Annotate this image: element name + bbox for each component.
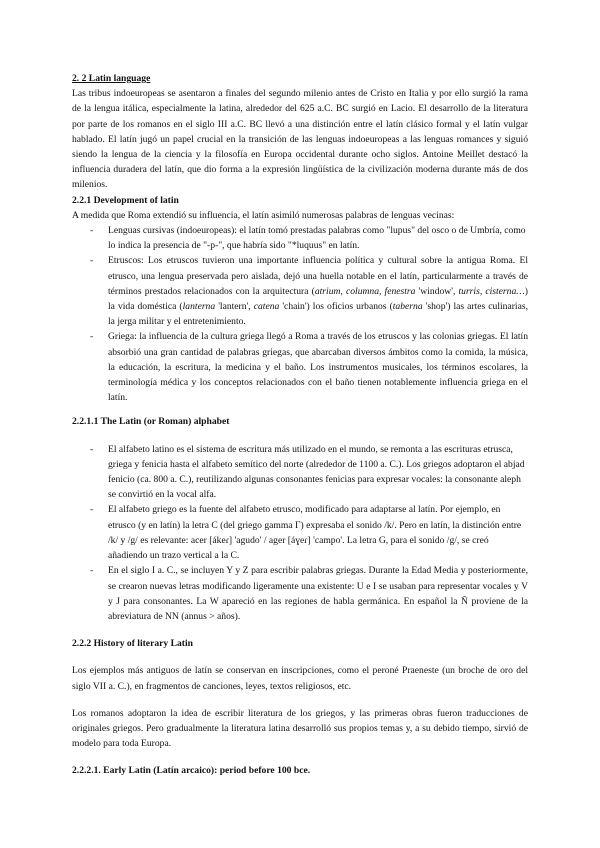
history-paragraph-2: Los romanos adoptaron la idea de escribir literatura de los griegos, y las primeras obras fueron traducciones de originales griegos. Pero gradualmente la literatura latina desarrolló sus propios temas y, a su debido tiempo, sirvió de modelo para toda Europa. [72, 707, 528, 750]
development-list [72, 223, 528, 405]
list-item-alphabet-origin: - El alfabeto latino es el sistema de escritura más utilizado en el mundo, se remonta a las escrituras etrusca, griega y fenicia hasta el alfabeto semítico del norte (alrededor de 1100 a. C.). Los griegos adoptaron el abjad fenicio (ca. 800 a. C.), reutilizando algunas consonantes fenicias para expresar vocales: la consonante aleph se convirtió en la vocal alfa. [90, 443, 525, 501]
term-catena: catena [253, 301, 280, 313]
dash-bullet: - [90, 255, 94, 267]
list-item-etruscos: - Etruscos: Los etruscos tuvieron una importante influencia política y cultural sobre la antigua Roma. El etrusco, una lengua preservada pero aislada, dejó una huella notable en el latín, particularmente a través de términos prestados relacionados con la arquitectura (atrium, columna, fenestra 'window', turris, cisterna…) la vida doméstica (lanterna 'lantern', catena 'chain') los oficios urbanos (taberna 'shop') las artes culinarias, la jerga militar y el entretenimiento. [90, 255, 528, 328]
dash-bullet: - [90, 331, 94, 343]
development-intro: A medida que Roma extendió su influencia, el latín asimiló numerosas palabras de lenguas vecinas: [72, 209, 455, 221]
list-item-alphabet-greek: - El alfabeto griego es la fuente del alfabeto etrusco, modificado para adaptarse al latín. Por ejemplo, en etrusco (y en latín) la letra C (del griego gamma Γ) expresaba el sonido /k/. Pero en latín, la distinción entre /k/ y /g/ es relevante: acer [ákeɾ] 'agudo' / ager [áɣeɾ] 'campo'. La letra G, para el sonido /g/, se creó añadiendo un trazo vertical a la C. [90, 504, 522, 562]
term-columna: columna, fenestra [345, 285, 416, 297]
dash-bullet: - [90, 504, 94, 516]
history-paragraph-1: Los ejemplos más antiguos de latín se conservan en inscripciones, como el peroné Praeneste (un broche de oro del siglo VII a. C.), en fragmentos de canciones, leyes, textos religiosos, etc. [72, 665, 528, 692]
term-lanterna: lanterna [182, 301, 216, 313]
history-heading: 2.2.2 History of literary Latin [72, 638, 193, 650]
development-heading: 2.2.1 Development of latin [72, 194, 179, 206]
dash-bullet: - [90, 225, 94, 237]
alphabet-list [72, 442, 528, 624]
list-item-cursivas: - Lenguas cursivas (indoeuropeas): el latín tomó prestadas palabras como "lupus" del osco o de Umbría, como lo indica la presencia de "-p-", que habría sido "*luquus" en latín. [90, 225, 526, 252]
dash-bullet: - [90, 565, 94, 577]
early-latin-heading: 2.2.2.1. Early Latin (Latín arcaico): period before 100 bce. [72, 765, 311, 777]
section-intro-paragraph: Las tribus indoeuropeas se asentaron a finales del segundo milenio antes de Cristo en Italia y por ello surgió la rama de la lengua itálica, especialmente la latina, alrededor del 625 a.C. BC surgió en Lacio. El desarrollo de la literatura por parte de los romanos en el siglo III a.C. BC llevó a una distinción entre el latín clásico formal y el latín vulgar hablado. El latín jugó un papel crucial en la transición de las lenguas indoeuropeas a las lenguas romances y siguió siendo la lengua de la ciencia y la filosofía en Europa occidental durante ocho siglos. Antoine Meillet destacó la influencia duradera del latín, que dio forma a la expresión lingüística de la civilización moderna durante más de dos milenios. [72, 88, 528, 191]
term-turris: turris, cisterna… [458, 285, 525, 297]
list-item-alphabet-later: - En el siglo I a. C., se incluyen Y y Z para escribir palabras griegas. Durante la Edad Media y posteriormente, se crearon nuevas letras modificando ligeramente una existente: U e I se usaban para representar vocales y V y J para consonantes. La W apareció en las regiones de habla germánica. En español la Ñ proviene de la abreviatura de NN (annus > años). [90, 565, 528, 622]
alphabet-heading: 2.2.1.1 The Latin (or Roman) alphabet [72, 416, 230, 428]
list-item-griega: - Griega: la influencia de la cultura griega llegó a Roma a través de los etruscos y las colonias griegas. El latín absorbió una gran cantidad de palabras griegas, que abarcaban diversos ámbitos como la comida, la música, la educación, la escritura, la medicina y el baño. Los instrumentos musicales, los términos escolares, la terminología médica y los conceptos relacionados con el baño tienen notablemente influencia griega en el latín. [90, 331, 528, 404]
section-heading: 2. 2 Latin language [72, 73, 151, 84]
term-taberna: taberna [392, 301, 423, 313]
term-atrium: atrium [314, 285, 341, 297]
dash-bullet: - [90, 443, 94, 455]
